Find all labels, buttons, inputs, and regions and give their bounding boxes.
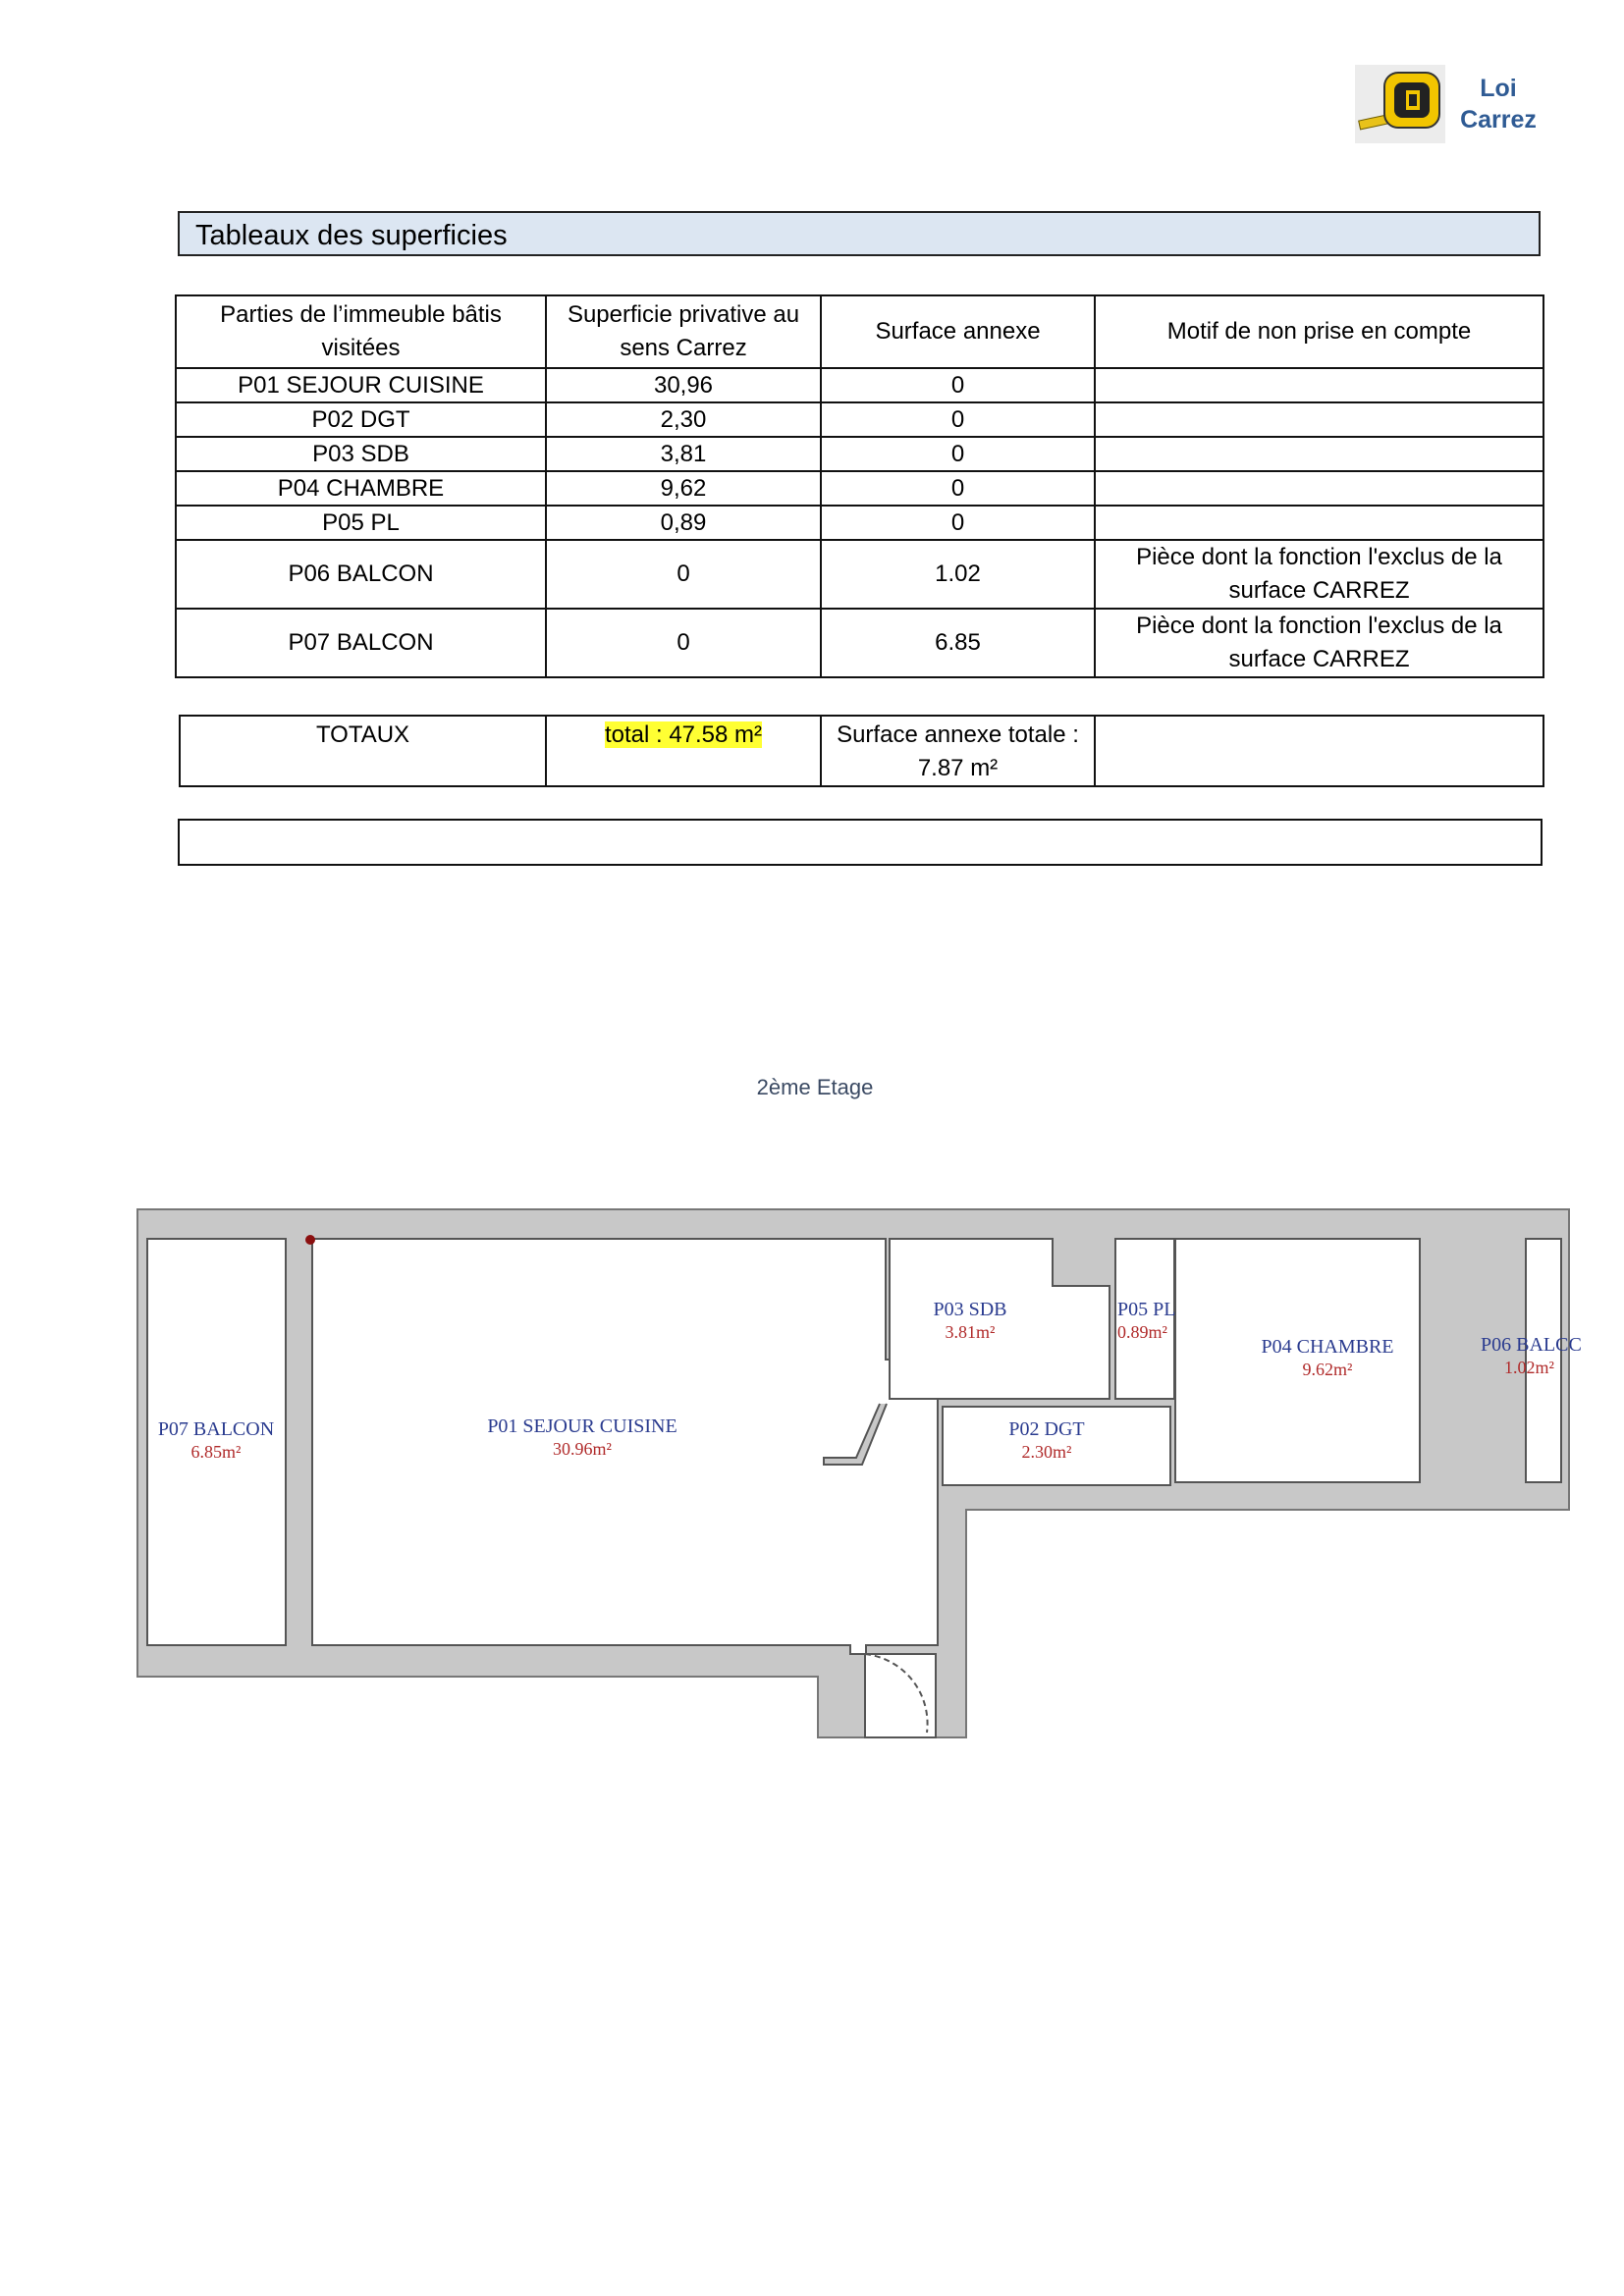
table-row: [176, 402, 1543, 437]
totals-row: [180, 716, 1543, 786]
table-row: [176, 437, 1543, 471]
tape-measure-icon: [1355, 65, 1445, 143]
logo-line-2: Carrez: [1460, 106, 1537, 133]
cell-part: P07 BALCON: [176, 609, 546, 677]
totals-empty-cell: [1095, 716, 1543, 786]
room-p07-name: P07 BALCON: [157, 1418, 275, 1440]
cell-reason: [1095, 506, 1543, 540]
cell-part: P02 DGT: [176, 402, 546, 437]
totals-table: [179, 715, 1544, 787]
cell-carrez: 30,96: [546, 368, 821, 402]
header-reason: Motif de non prise en compte: [1095, 295, 1543, 368]
header-annex: Surface annexe: [821, 295, 1095, 368]
cell-part: P03 SDB: [176, 437, 546, 471]
cell-part: P01 SEJOUR CUISINE: [176, 368, 546, 402]
cell-annex: 0: [821, 368, 1095, 402]
logo-line-1: Loi: [1480, 75, 1517, 102]
cell-part: P04 CHAMBRE: [176, 471, 546, 506]
cell-carrez: 0: [546, 609, 821, 677]
cell-annex: 0: [821, 471, 1095, 506]
room-p06-name: P06 BALCC: [1481, 1334, 1582, 1356]
cell-reason: [1095, 402, 1543, 437]
room-p02-area: 2.30m²: [1021, 1442, 1072, 1462]
cell-annex: 0: [821, 402, 1095, 437]
loi-carrez-logo: [1355, 65, 1551, 143]
plan-marker-dot: [305, 1235, 315, 1245]
table-header-row: [176, 295, 1543, 368]
cell-carrez: 0: [546, 540, 821, 609]
cell-reason: [1095, 368, 1543, 402]
cell-reason: [1095, 471, 1543, 506]
entrance-gap: [865, 1654, 936, 1737]
empty-box: [178, 819, 1543, 866]
totals-carrez: total : 47.58 m²: [604, 721, 763, 748]
table-row: [176, 540, 1543, 609]
cell-part: P05 PL: [176, 506, 546, 540]
room-p06-area: 1.02m²: [1504, 1358, 1554, 1377]
cell-reason: Pièce dont la fonction l'exclus de la surface CARREZ: [1095, 609, 1543, 677]
cell-annex: 6.85: [821, 609, 1095, 677]
header-part: Parties de l’immeuble bâtis visitées: [176, 295, 546, 368]
room-p01-sejour-shape: [312, 1239, 938, 1654]
cell-reason: Pièce dont la fonction l'exclus de la surface CARREZ: [1095, 540, 1543, 609]
room-p02-name: P02 DGT: [1008, 1418, 1085, 1440]
table-row: [176, 506, 1543, 540]
totals-carrez-cell: [546, 716, 821, 786]
room-p07-area: 6.85m²: [190, 1442, 242, 1462]
room-p01-name: P01 SEJOUR CUISINE: [487, 1415, 677, 1437]
room-p05-name: P05 PL: [1117, 1299, 1176, 1320]
logo-text: [1445, 73, 1551, 135]
totals-label: TOTAUX: [180, 716, 546, 786]
cell-annex: 0: [821, 437, 1095, 471]
table-row: [176, 471, 1543, 506]
totals-annex: Surface annexe totale : 7.87 m²: [821, 716, 1095, 786]
section-title: Tableaux des superficies: [178, 211, 1541, 256]
cell-annex: 1.02: [821, 540, 1095, 609]
floor-label: 2ème Etage: [756, 1075, 874, 1099]
room-p04-area: 9.62m²: [1302, 1360, 1353, 1379]
cell-annex: 0: [821, 506, 1095, 540]
cell-reason: [1095, 437, 1543, 471]
room-p05-area: 0.89m²: [1117, 1322, 1167, 1342]
cell-carrez: 0,89: [546, 506, 821, 540]
room-p03-name: P03 SDB: [933, 1299, 1007, 1320]
cell-carrez: 3,81: [546, 437, 821, 471]
floor-plan: [135, 1207, 1582, 1757]
table-row: [176, 368, 1543, 402]
cell-part: P06 BALCON: [176, 540, 546, 609]
room-p04-name: P04 CHAMBRE: [1261, 1336, 1394, 1358]
cell-carrez: 9,62: [546, 471, 821, 506]
room-p01-area: 30.96m²: [553, 1439, 612, 1459]
room-p03-area: 3.81m²: [945, 1322, 996, 1342]
header-carrez: Superficie privative au sens Carrez: [546, 295, 821, 368]
cell-carrez: 2,30: [546, 402, 821, 437]
table-row: [176, 609, 1543, 677]
room-p04-chambre-shape: [1175, 1239, 1420, 1482]
surfaces-table: [175, 294, 1544, 678]
